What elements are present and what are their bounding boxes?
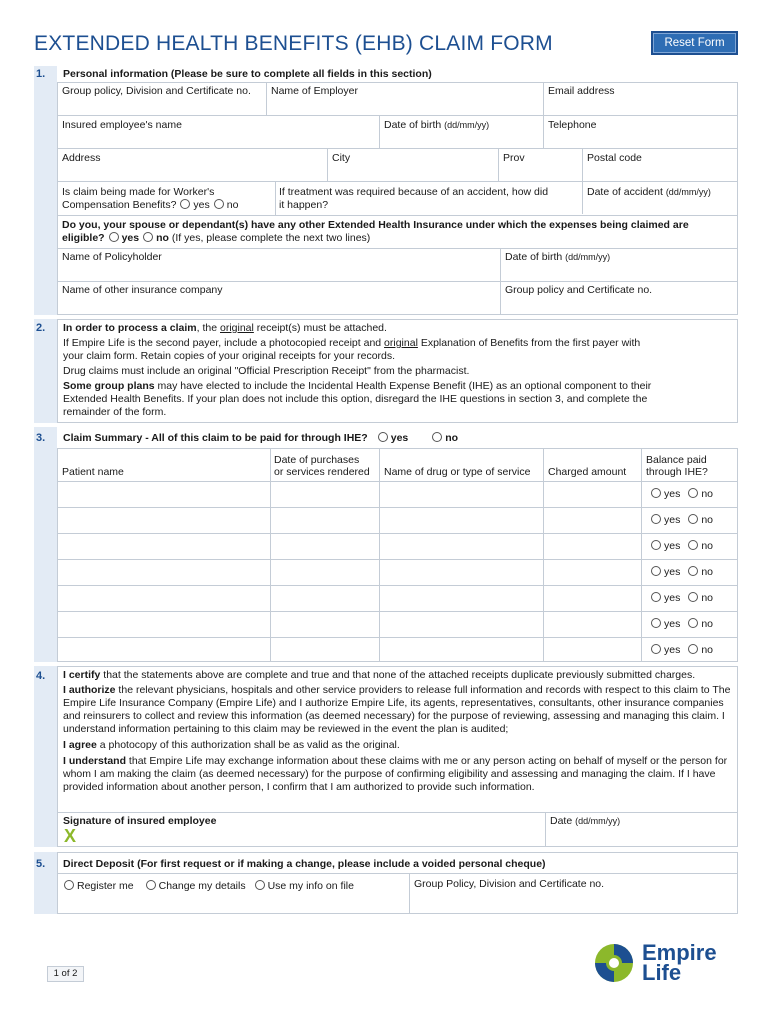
direct-deposit-options: Register me Change my details Use my info on file <box>60 880 354 893</box>
section-3-number: 3. <box>36 432 46 444</box>
ihe-row-yes-radio[interactable] <box>651 540 661 550</box>
prov-field[interactable]: Prov <box>503 152 525 164</box>
ihe-row-no-radio[interactable] <box>688 592 698 602</box>
logo-line-2: Life <box>642 960 682 985</box>
signature-mark: X <box>64 826 77 846</box>
logo-line-1: Empire <box>642 940 717 965</box>
workers-comp-question-2: Compensation Benefits? yes no <box>62 199 239 211</box>
ihe-row-yes-radio[interactable] <box>651 514 661 524</box>
table-row-ihe: yes no <box>647 566 713 578</box>
col-date-2: or services rendered <box>274 466 370 478</box>
section-3-band <box>34 427 57 662</box>
address-field[interactable]: Address <box>62 152 101 164</box>
section-4-declarations: I certify that the statements above are complete and true and that none of the attached receipts duplicate previously submitted charges. I authorize the relevant physicians, hospitals and other service providers to release full information and records with respect to this claim to The Empire Life Insurance Company (Empire Life) and I authorize Empire Life, its agents, representatives, consultants, other insurance companies and reinsurers to collect and review this information (as deemed necessary) for the purpose of reviewing, assessing and managing this claim. I understand information pertaining to this claim may be reviewed in the event the plan is audited; I agree a photocopy of this authorization shall be as valid as the original. I understand that Empire Life may exchange information about these claims with me or any person acting on behalf of myself or the person for whom I am making the claim (as deemed necessary) for the purpose of confirming eligibility and assessing and managing the claim. If I have provided information about another person, I confirm that I am authorized to provide such information. <box>63 669 731 793</box>
ihe-row-yes-radio[interactable] <box>651 592 661 602</box>
section-4-band <box>34 666 57 847</box>
table-row-ihe: yes no <box>647 514 713 526</box>
reset-form-button[interactable]: Reset Form <box>651 31 738 55</box>
page-indicator: 1 of 2 <box>47 966 84 982</box>
signature-date-field[interactable]: Date (dd/mm/yy) <box>550 815 621 827</box>
section-1-number: 1. <box>36 68 46 80</box>
wc-yes-radio[interactable] <box>180 199 190 209</box>
table-row-ihe: yes no <box>647 592 713 604</box>
ihe-row-no-radio[interactable] <box>688 618 698 628</box>
city-field[interactable]: City <box>332 152 351 164</box>
table-row-ihe: yes no <box>647 488 713 500</box>
section-2-band <box>34 319 57 423</box>
policyholder-dob-field[interactable]: Date of birth (dd/mm/yy) <box>505 251 611 263</box>
accident-question[interactable]: If treatment was required because of an accident, how did <box>279 186 549 198</box>
email-field[interactable]: Email address <box>548 85 615 97</box>
wc-no-radio[interactable] <box>214 199 224 209</box>
signature-field[interactable]: Signature of insured employee <box>63 815 217 827</box>
section-2-number: 2. <box>36 322 46 334</box>
accident-question-2: it happen? <box>279 199 329 211</box>
change-details-radio[interactable] <box>146 880 156 890</box>
section-3-heading: Claim Summary - All of this claim to be paid for through IHE? yes no <box>63 432 459 444</box>
ihe-row-yes-radio[interactable] <box>651 644 661 654</box>
group-policy-field[interactable]: Group policy, Division and Certificate no. <box>62 85 251 97</box>
table-row-ihe: yes no <box>647 618 713 630</box>
col-date-1: Date of purchases <box>274 454 360 466</box>
postal-code-field[interactable]: Postal code <box>587 152 642 164</box>
ihe-yes-radio[interactable] <box>378 432 388 442</box>
section-5-number: 5. <box>36 858 46 870</box>
workers-comp-question: Is claim being made for Worker's <box>62 186 215 198</box>
section-1-band <box>34 66 57 315</box>
table-row-ihe: yes no <box>647 540 713 552</box>
ihe-row-yes-radio[interactable] <box>651 488 661 498</box>
other-ins-yes-radio[interactable] <box>109 232 119 242</box>
col-patient-name: Patient name <box>62 466 124 478</box>
insured-name-field[interactable]: Insured employee's name <box>62 119 182 131</box>
col-drug-service: Name of drug or type of service <box>384 466 531 478</box>
ihe-row-yes-radio[interactable] <box>651 618 661 628</box>
section-5-heading: Direct Deposit (For first request or if making a change, please include a voided personal cheque) <box>63 858 546 870</box>
other-ins-no-radio[interactable] <box>143 232 153 242</box>
employer-field[interactable]: Name of Employer <box>271 85 358 97</box>
other-policy-field[interactable]: Group policy and Certificate no. <box>505 284 653 296</box>
empire-life-logo <box>592 941 732 985</box>
ihe-row-yes-radio[interactable] <box>651 566 661 576</box>
col-balance-2: through IHE? <box>646 466 708 478</box>
other-insurance-answer: eligible? yes no (If yes, please complete the next two lines) <box>62 232 371 244</box>
use-info-radio[interactable] <box>255 880 265 890</box>
telephone-field[interactable]: Telephone <box>548 119 597 131</box>
col-balance-1: Balance paid <box>646 454 707 466</box>
deposit-group-policy-field[interactable]: Group Policy, Division and Certificate no. <box>414 878 605 890</box>
ihe-row-no-radio[interactable] <box>688 540 698 550</box>
ihe-row-no-radio[interactable] <box>688 514 698 524</box>
section-2-instructions: In order to process a claim, the original receipt(s) must be attached. If Empire Life is the second payer, include a photocopied receipt and original Explanation of Benefits from the first payer with your claim form. Retain copies of your original receipts for your records. Drug claims must include an original "Official Prescription Receipt" from the pharmacist. Some group plans may have elected to include the Incidental Health Expense Benefit (IHE) as an optional component to their Extended Health Benefits. If your plan does not include this option, disregard the IHE questions in section 3, and complete the remainder of the form. <box>63 322 652 418</box>
accident-date-field[interactable]: Date of accident (dd/mm/yy) <box>587 186 711 198</box>
policyholder-field[interactable]: Name of Policyholder <box>62 251 162 263</box>
section-4-number: 4. <box>36 670 46 682</box>
ihe-row-no-radio[interactable] <box>688 566 698 576</box>
form-title: EXTENDED HEALTH BENEFITS (EHB) CLAIM FORM <box>34 32 553 55</box>
empire-life-logo-icon <box>592 941 636 985</box>
ihe-row-no-radio[interactable] <box>688 644 698 654</box>
other-insurer-field[interactable]: Name of other insurance company <box>62 284 223 296</box>
register-me-radio[interactable] <box>64 880 74 890</box>
ihe-row-no-radio[interactable] <box>688 488 698 498</box>
table-row-ihe: yes no <box>647 644 713 656</box>
col-charged-amount: Charged amount <box>548 466 627 478</box>
section-1-heading: Personal information (Please be sure to complete all fields in this section) <box>63 68 432 80</box>
dob-field[interactable]: Date of birth (dd/mm/yy) <box>384 119 490 131</box>
ihe-no-radio[interactable] <box>432 432 442 442</box>
other-insurance-question: Do you, your spouse or dependant(s) have any other Extended Health Insurance under which the expenses being claimed are <box>62 219 689 231</box>
